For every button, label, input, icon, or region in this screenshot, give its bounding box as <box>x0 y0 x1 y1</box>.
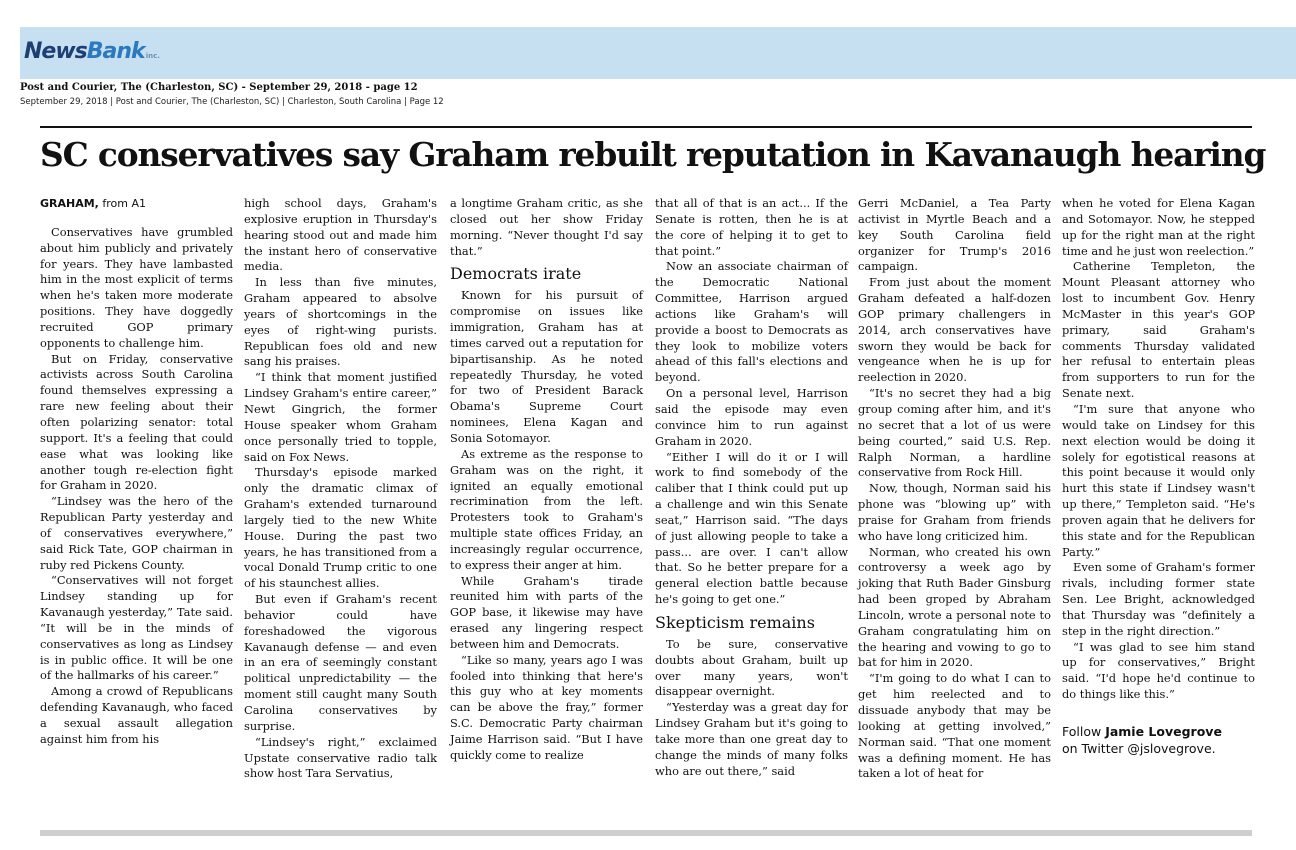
article-paragraph: a longtime Graham critic, as she closed out her show Friday morning. “Never thought I'd say that.” <box>450 196 643 258</box>
col2-body <box>244 196 437 782</box>
article-column-5 <box>858 196 1051 782</box>
article-column-3 <box>450 196 643 764</box>
article-paragraph: Catherine Templeton, the Mount Pleasant attorney who lost to incumbent Gov. Henry McMaster in this year's GOP primary, said Graham's comments Thursday validated her refusal to entertain pleas from supporters to run for the Senate next. <box>1062 259 1255 401</box>
author-twitter[interactable]: on Twitter @jslovegrove. <box>1062 741 1216 756</box>
col3-body-bottom <box>450 288 643 763</box>
article-paragraph: that all of that is an act... If the Senate is rotten, then he is at the core of helping it to get to that point.” <box>655 196 848 258</box>
article-paragraph: As extreme as the response to Graham was on the right, it ignited an equally emotional recrimination from the left. Protesters took to Graham's multiple state offices Friday, an increasingly regular occurrence, to express their anger at him. <box>450 446 643 572</box>
article-paragraph: But even if Graham's recent behavior could have foreshadowed the vigorous Kavanaugh defense — and even in an era of seemingly constant political unpredictability — the moment still caught many South Carolina conservatives by surprise. <box>244 592 437 733</box>
col6-body <box>1062 196 1255 703</box>
col5-body <box>858 196 1051 782</box>
article-paragraph: Thursday's episode marked only the dramatic climax of Graham's extended turnaround largely tied to the new White House. During the past two years, he has transitioned from a vocal Donald Trump critic to one of his staunchest allies. <box>244 465 437 591</box>
article-paragraph: “Either I will do it or I will work to find somebody of the caliber that I think could put up a challenge and win this Senate seat,” Harrison said. “The days of just allowing people to take a pass... are over. I can't allow that. So he better prepare for a general election battle because he's going to get one.” <box>655 449 848 607</box>
article-paragraph: “I'm going to do what I can to get him reelected and to dissuade anybody that may be looking at getting involved,” Norman said. “That one moment was a defining moment. He has taken a lot of heat for <box>858 671 1051 781</box>
article-column-4 <box>655 196 848 780</box>
subhead-democrats-irate: Democrats irate <box>450 264 582 284</box>
article-paragraph: While Graham's tirade reunited him with parts of the GOP base, it likewise may have erased any lingering respect between him and Democrats. <box>450 573 643 651</box>
author-name[interactable]: Jamie Lovegrove <box>1105 724 1222 739</box>
article-column-2 <box>244 196 437 782</box>
article-paragraph: “Lindsey was the hero of the Republican Party yesterday and of conservatives everywhere,” said Rick Tate, GOP chairman in ruby red Pickens County. <box>40 494 233 572</box>
logo-bank: Bank <box>86 39 145 64</box>
article-paragraph: Among a crowd of Republicans defending Kavanaugh, who faced a sexual assault allegation against him from his <box>40 684 233 746</box>
col3-body-top <box>450 196 643 259</box>
jump-name: GRAHAM, <box>40 197 99 210</box>
article-paragraph: Known for his pursuit of compromise on issues like immigration, Graham has at times carved out a reputation for bipartisanship. As he noted repeatedly Thursday, he voted for two of President Barack Obama's Supreme Court nominees, Elena Kagan and Sonia Sotomayor. <box>450 288 643 445</box>
article-paragraph: But on Friday, conservative activists across South Carolina found themselves expressing a rare new feeling about their often polarizing senator: total support. It's a feeling that could ease what was looking like another tough re-election fight for Graham in 2020. <box>40 351 233 493</box>
article-paragraph: “Conservatives will not forget Lindsey standing up for Kavanaugh yesterday,” Tate said. “It will be in the minds of conservatives as long as Lindsey is in public office. It will be one of the hallmarks of his career.” <box>40 573 233 683</box>
logo-inc: inc. <box>145 52 160 60</box>
headline-top-rule <box>40 126 1252 128</box>
article-paragraph: Gerri McDaniel, a Tea Party activist in Myrtle Beach and a key South Carolina field organizer for Trump's 2016 campaign. <box>858 196 1051 274</box>
col4-body-bottom <box>655 637 848 780</box>
article-paragraph: Now, though, Norman said his phone was “blowing up” with praise for Graham from friends who have long criticized him. <box>858 481 1051 543</box>
article-paragraph: From just about the moment Graham defeated a half-dozen GOP primary challengers in 2014, arch conservatives have sworn they would be back for vengeance when he is up for reelection in 2020. <box>858 275 1051 385</box>
article-paragraph: On a personal level, Harrison said the episode may even convince him to run against Graham in 2020. <box>655 386 848 448</box>
article-paragraph: “Like so many, years ago I was fooled into thinking that here's this guy who at key moments can be above the fray,” former S.C. Democratic Party chairman Jaime Harrison said. “But I have quickly come to realize <box>450 652 643 762</box>
article-paragraph: “I'm sure that anyone who would take on Lindsey for this next election would be doing it solely for egotistical reasons at this point because it would only hurt this state if Lindsey wasn't up there,” Templeton said. “He's proven again that he delivers for this state and for the Republican Party.” <box>1062 401 1255 559</box>
col1-body <box>40 225 233 748</box>
article-paragraph: “Yesterday was a great day for Lindsey Graham but it's going to take more than one great day to change the minds of many folks who are out there,” said <box>655 700 848 778</box>
logo-news: News <box>24 39 87 64</box>
article-column-6 <box>1062 196 1255 757</box>
source-title: Post and Courier, The (Charleston, SC) - September 29, 2018 - page 12 <box>20 82 418 93</box>
article-paragraph: high school days, Graham's explosive eruption in Thursday's hearing stood out and made him the instant hero of conservative media. <box>244 196 437 274</box>
subhead-skepticism-remains: Skepticism remains <box>655 612 815 632</box>
article-headline: SC conservatives say Graham rebuilt reputation in Kavanaugh hearing <box>40 135 1266 174</box>
article-paragraph: when he voted for Elena Kagan and Sotomayor. Now, he stepped up for the right man at the right time and he just won reelection.” <box>1062 196 1255 258</box>
article-paragraph: Even some of Graham's former rivals, including former state Sen. Lee Bright, acknowledged that Thursday was “definitely a step in the right direction.” <box>1062 560 1255 638</box>
article-column-1 <box>40 196 233 748</box>
article-paragraph: Now an associate chairman of the Democratic National Committee, Harrison argued actions like Graham's will provide a boost to Democrats as they look to mobilize voters ahead of this fall's elections and beyond. <box>655 259 848 385</box>
jump-line <box>40 196 233 212</box>
newsbank-logo[interactable] <box>24 39 160 64</box>
article-paragraph: “Lindsey's right,” exclaimed Upstate conservative radio talk show host Tara Servatius, <box>244 734 437 781</box>
byline-follow: Follow <box>1062 724 1106 739</box>
article-paragraph: “I was glad to see him stand up for conservatives,” Bright said. “I'd hope he'd continue to do things like this.” <box>1062 639 1255 702</box>
article-paragraph: Norman, who created his own controversy a week ago by joking that Ruth Bader Ginsburg had been groped by Abraham Lincoln, wrote a personal note to Graham congratulating him on the hearing and vowing to go to bat for him in 2020. <box>858 544 1051 670</box>
col4-body-top <box>655 196 848 608</box>
newsbank-header-bar <box>20 27 1296 79</box>
jump-from: from A1 <box>98 197 146 210</box>
article-paragraph: “It's no secret they had a big group coming after him, and it's no secret that a lot of us were being courted,” said U.S. Rep. Ralph Norman, a hardline conservative from Rock Hill. <box>858 386 1051 480</box>
article-paragraph: “I think that moment justified Lindsey Graham's entire career,” Newt Gingrich, the former House speaker whom Graham once personally tried to topple, said on Fox News. <box>244 370 437 464</box>
author-byline <box>1062 723 1255 757</box>
article-paragraph: Conservatives have grumbled about him publicly and privately for years. They have lambasted him in the most explicit of terms when he's taken more moderate positions. They have doggedly recruited GOP primary opponents to challenge him. <box>40 224 233 350</box>
source-subline: September 29, 2018 | Post and Courier, The (Charleston, SC) | Charleston, South Carolina | Page 12 <box>20 97 444 107</box>
page-bottom-rule <box>40 830 1252 836</box>
article-paragraph: In less than five minutes, Graham appeared to absolve years of shortcomings in the eyes of right-wing purists. Republican foes old and new sang his praises. <box>244 275 437 369</box>
article-paragraph: To be sure, conservative doubts about Graham, built up over many years, won't disappear overnight. <box>655 636 848 699</box>
